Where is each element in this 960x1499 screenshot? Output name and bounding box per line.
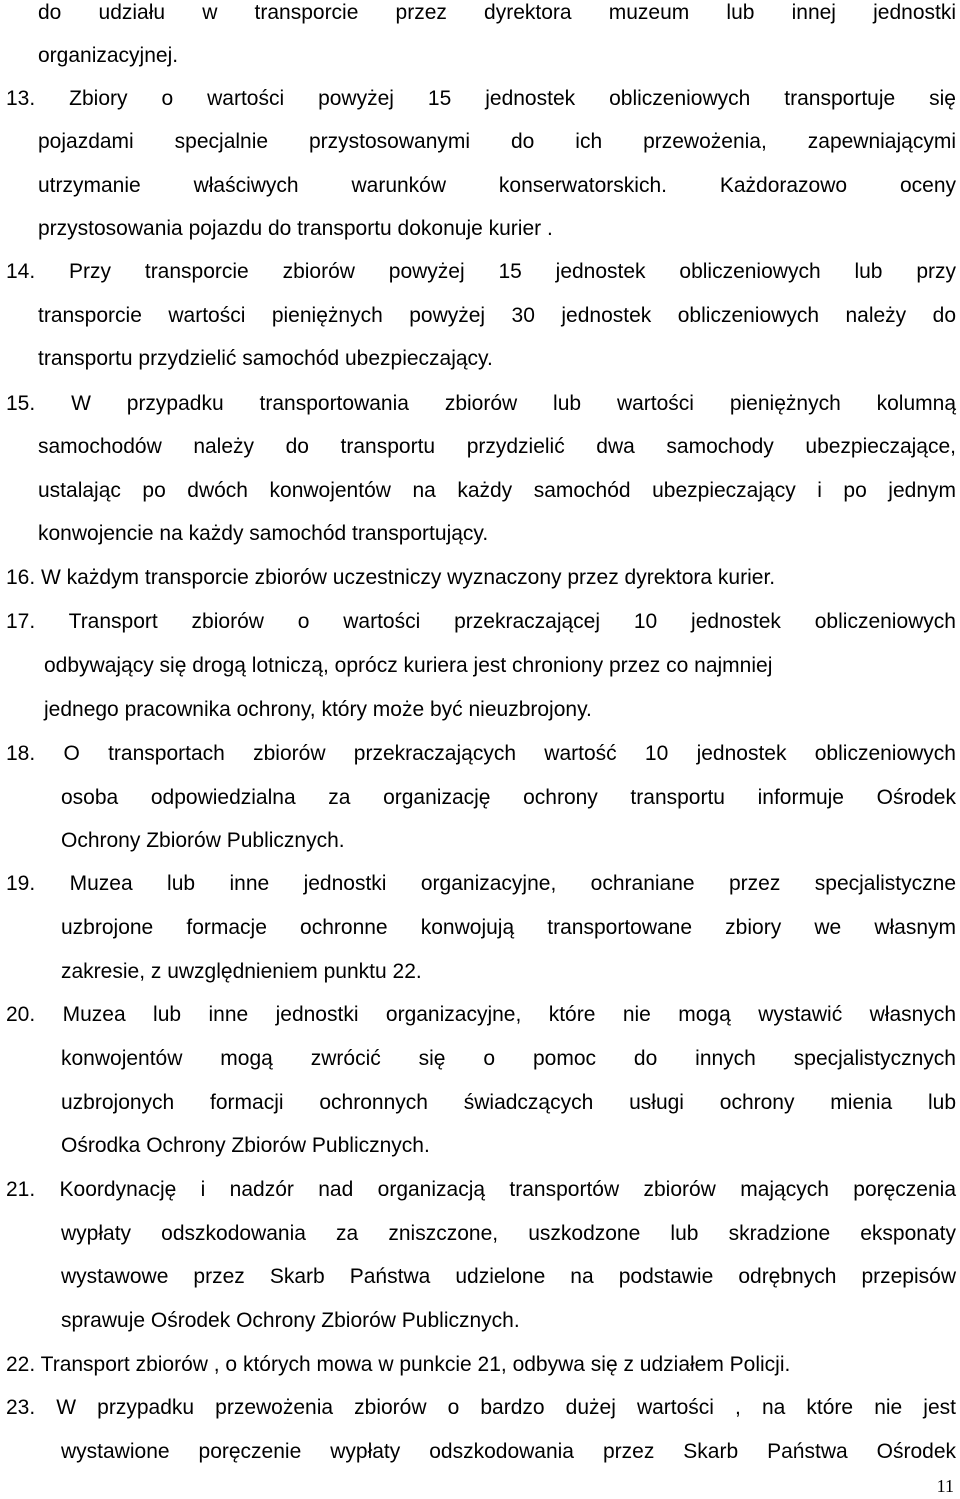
text-line: zakresie, z uwzględnieniem punktu 22. bbox=[61, 960, 422, 983]
text-line: organizacyjnej. bbox=[38, 44, 179, 67]
text-line: do udziału w transporcie przez dyrektora muzeum lub innej jednostki bbox=[38, 1, 956, 24]
text-line: ustalając po dwóch konwojentów na każdy samochód ubezpieczający i po jednym bbox=[38, 479, 956, 502]
text-line: konwojentów mogą zwrócić się o pomoc do innych specjalistycznych bbox=[61, 1047, 956, 1070]
text-line: 22. Transport zbiorów , o których mowa w punkcie 21, odbywa się z udziałem Policji. bbox=[6, 1353, 791, 1376]
text-line: wystawione poręczenie wypłaty odszkodowania przez Skarb Państwa Ośrodek bbox=[61, 1440, 956, 1463]
text-line: 20. Muzea lub inne jednostki organizacyjne, które nie mogą wystawić własnych bbox=[6, 1003, 956, 1026]
text-line: 19. Muzea lub inne jednostki organizacyjne, ochraniane przez specjalistyczne bbox=[6, 872, 956, 895]
text-line: transportu przydzielić samochód ubezpieczający. bbox=[38, 347, 493, 370]
text-line: 13. Zbiory o wartości powyżej 15 jednostek obliczeniowych transportuje się bbox=[6, 87, 956, 110]
text-line: utrzymanie właściwych warunków konserwatorskich. Każdorazowo oceny bbox=[38, 174, 956, 197]
text-line: 18. O transportach zbiorów przekraczających wartość 10 jednostek obliczeniowych bbox=[6, 742, 956, 765]
text-line: Ośrodka Ochrony Zbiorów Publicznych. bbox=[61, 1134, 430, 1157]
text-line: uzbrojone formacje ochronne konwojują transportowane zbiory we własnym bbox=[61, 916, 956, 939]
text-line: odbywający się drogą lotniczą, oprócz kuriera jest chroniony przez co najmniej bbox=[44, 654, 773, 677]
text-line: 21. Koordynację i nadzór nad organizacją transportów zbiorów mających poręczenia bbox=[6, 1178, 956, 1201]
text-line: uzbrojonych formacji ochronnych świadczących usługi ochrony mienia lub bbox=[61, 1091, 956, 1114]
text-line: wypłaty odszkodowania za zniszczone, uszkodzone lub skradzione eksponaty bbox=[61, 1222, 956, 1245]
text-line: osoba odpowiedzialna za organizację ochrony transportu informuje Ośrodek bbox=[61, 786, 956, 809]
text-line: 14. Przy transporcie zbiorów powyżej 15 jednostek obliczeniowych lub przy bbox=[6, 260, 956, 283]
text-line: jednego pracownika ochrony, który może być nieuzbrojony. bbox=[44, 698, 592, 721]
text-line: Ochrony Zbiorów Publicznych. bbox=[61, 829, 345, 852]
text-line: transporcie wartości pieniężnych powyżej 30 jednostek obliczeniowych należy do bbox=[38, 304, 956, 327]
text-line: konwojencie na każdy samochód transportujący. bbox=[38, 522, 489, 545]
text-line: sprawuje Ośrodek Ochrony Zbiorów Publicznych. bbox=[61, 1309, 520, 1332]
text-line: 17. Transport zbiorów o wartości przekraczającej 10 jednostek obliczeniowych bbox=[6, 610, 956, 633]
text-line: pojazdami specjalnie przystosowanymi do ich przewożenia, zapewniającymi bbox=[38, 130, 956, 153]
page-number: 11 bbox=[936, 1476, 954, 1496]
text-line: 23. W przypadku przewożenia zbiorów o bardzo dużej wartości , na które nie jest bbox=[6, 1396, 956, 1419]
text-line: przystosowania pojazdu do transportu dokonuje kurier . bbox=[38, 217, 553, 240]
text-line: 16. W każdym transporcie zbiorów uczestniczy wyznaczony przez dyrektora kurier. bbox=[6, 566, 776, 589]
text-line: samochodów należy do transportu przydzielić dwa samochody ubezpieczające, bbox=[38, 435, 956, 458]
text-line: wystawowe przez Skarb Państwa udzielone na podstawie odrębnych przepisów bbox=[61, 1265, 956, 1288]
text-line: 15. W przypadku transportowania zbiorów lub wartości pieniężnych kolumną bbox=[6, 392, 956, 415]
